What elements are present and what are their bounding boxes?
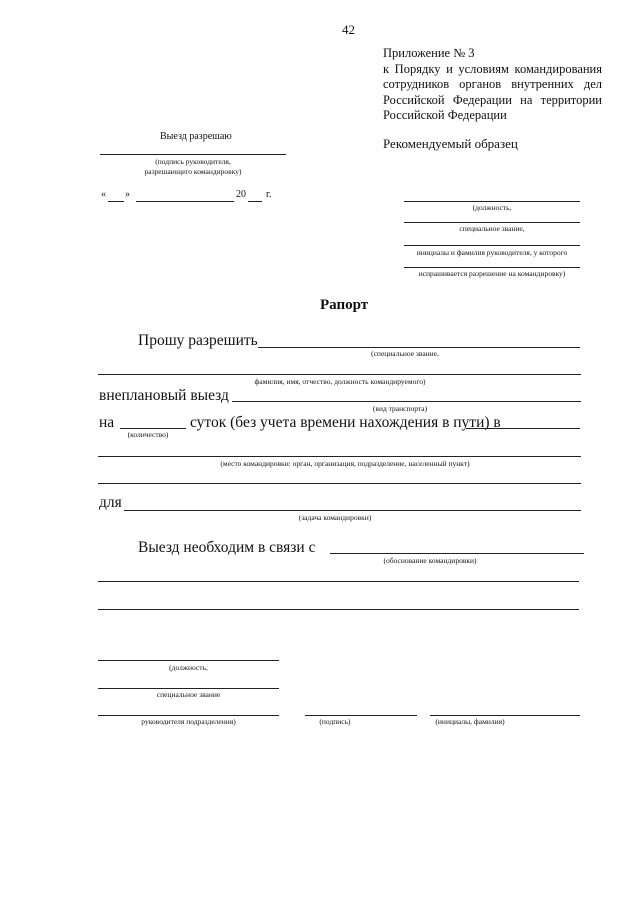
task-line[interactable] bbox=[124, 510, 581, 511]
appendix-line-4: Российской Федерации bbox=[383, 108, 507, 122]
addressee-line-3[interactable] bbox=[404, 245, 580, 246]
caption-fio: фамилия, имя, отчество, должность командируемого) bbox=[254, 377, 426, 386]
transport-line[interactable] bbox=[232, 401, 581, 402]
appendix-title: Приложение № 3 bbox=[383, 46, 475, 60]
name-line[interactable] bbox=[430, 715, 580, 716]
reason-line-2[interactable] bbox=[98, 581, 579, 582]
rank-line[interactable] bbox=[98, 688, 279, 689]
addressee-caption-2: специальное звание, bbox=[459, 224, 525, 233]
reason-line-3[interactable] bbox=[98, 609, 579, 610]
caption-name: (инициалы, фамилия) bbox=[435, 717, 505, 726]
caption-task: (задача командировки) bbox=[298, 513, 372, 522]
caption-position: (должность, bbox=[169, 663, 208, 672]
destination-line[interactable] bbox=[466, 428, 580, 429]
trip-label: внеплановый выезд bbox=[99, 387, 229, 404]
date-close-quote: » bbox=[125, 189, 130, 200]
signature-line[interactable] bbox=[305, 715, 417, 716]
date-year-line[interactable] bbox=[248, 201, 262, 202]
caption-transport: (вид транспорта) bbox=[372, 404, 428, 413]
appendix-line-3: Российской Федерации на территории bbox=[383, 92, 602, 107]
appendix-line-1: к Порядку и условиям командирования bbox=[383, 61, 602, 76]
addressee-caption-1: (должность, bbox=[472, 203, 512, 212]
approval-signature-caption-2: разрешающего командировку) bbox=[144, 167, 242, 176]
addressee-line-4[interactable] bbox=[404, 267, 580, 268]
caption-signature: (подпись) bbox=[319, 717, 351, 726]
addressee-line-1[interactable] bbox=[404, 201, 580, 202]
reason-line[interactable] bbox=[330, 553, 584, 554]
page-number: 42 bbox=[342, 22, 355, 37]
caption-quantity: (количество) bbox=[127, 430, 169, 439]
date-open-quote: « bbox=[101, 189, 106, 200]
request-rank-line[interactable] bbox=[258, 347, 580, 348]
caption-reason: (обоснование командировки) bbox=[383, 556, 477, 565]
reason-label: Выезд необходим в связи с bbox=[138, 539, 316, 556]
place-line[interactable] bbox=[98, 456, 581, 457]
place-line-2[interactable] bbox=[98, 483, 581, 484]
sample-label: Рекомендуемый образец bbox=[383, 136, 518, 151]
date-year-prefix: 20 bbox=[236, 189, 246, 200]
approval-signature-line bbox=[100, 154, 286, 155]
appendix-block bbox=[383, 46, 602, 124]
appendix-line-2: сотрудников органов внутренних дел bbox=[383, 77, 602, 91]
addressee-line-2[interactable] bbox=[404, 222, 580, 223]
caption-unit-head: руководителя подразделения) bbox=[141, 717, 236, 726]
unit-head-line[interactable] bbox=[98, 715, 279, 716]
caption-place: (место командировки: орган, организация, подразделение, населенный пункт) bbox=[220, 459, 470, 468]
fio-line[interactable] bbox=[98, 374, 581, 375]
date-year-suffix: г. bbox=[266, 189, 272, 200]
caption-special-rank: специальное звание bbox=[156, 690, 221, 699]
approval-signature-caption-1: (подпись руководителя, bbox=[155, 157, 231, 166]
for-label: для bbox=[99, 494, 122, 511]
addressee-caption-3: инициалы и фамилия руководителя, у которого bbox=[416, 248, 568, 257]
request-label: Прошу разрешить bbox=[138, 332, 258, 349]
position-line[interactable] bbox=[98, 660, 279, 661]
report-title: Рапорт bbox=[320, 297, 369, 313]
caption-rank: (специальное звание, bbox=[371, 349, 439, 358]
quantity-line[interactable] bbox=[120, 428, 186, 429]
on-label: на bbox=[99, 414, 115, 431]
date-month-line[interactable] bbox=[136, 201, 234, 202]
addressee-caption-4: испрашивается разрешение на командировку) bbox=[418, 269, 566, 278]
date-day-line[interactable] bbox=[108, 201, 124, 202]
days-label: суток (без учета времени нахождения в пути) в bbox=[190, 414, 501, 431]
approval-heading: Выезд разрешаю bbox=[160, 131, 232, 142]
